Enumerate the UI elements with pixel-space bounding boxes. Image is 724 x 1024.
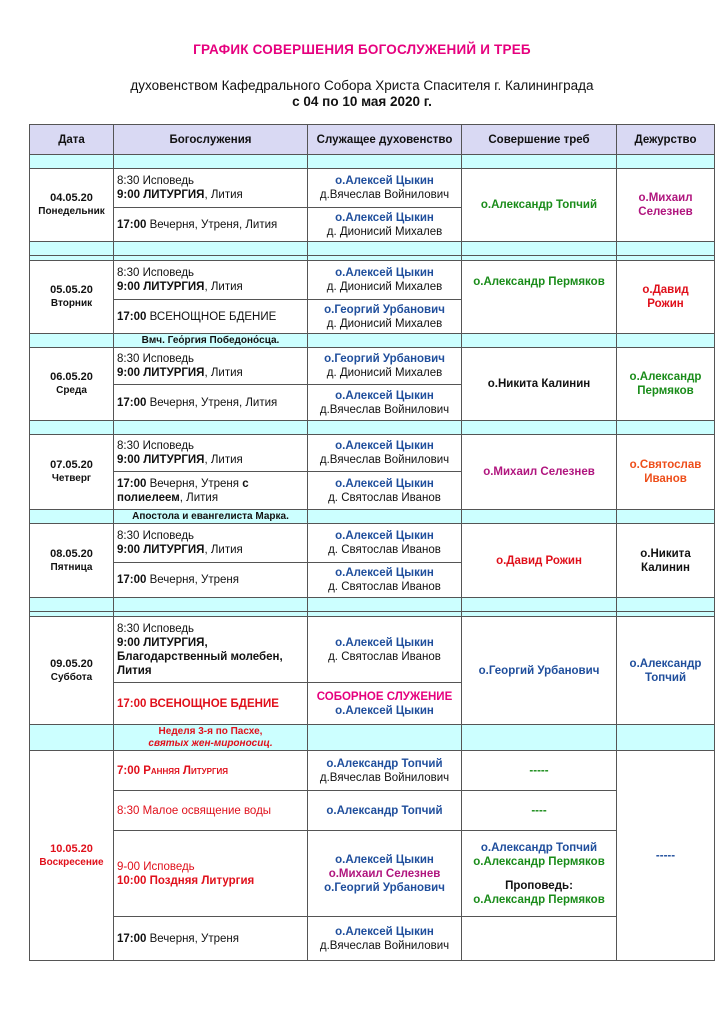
service-morning bbox=[114, 261, 308, 300]
page-title: ГРАФИК СОВЕРШЕНИЯ БОГОСЛУЖЕНИЙ И ТРЕБ bbox=[193, 42, 531, 57]
treby-cell: о.Александр Пермяков bbox=[462, 261, 617, 334]
clergy-evening bbox=[308, 472, 462, 510]
deacon-name: д.Вячеслав Войнилович bbox=[319, 454, 450, 466]
treby-cell bbox=[462, 831, 617, 917]
service-morning bbox=[114, 617, 308, 683]
day-date-cell bbox=[30, 524, 114, 598]
service-evening: 17:00 Вечерня, Утреня, Лития bbox=[114, 385, 308, 421]
schedule-table bbox=[29, 124, 715, 961]
priest-name: о.Алексей Цыкин bbox=[335, 636, 434, 649]
priest-name: о.Михаил Селезнев bbox=[328, 867, 441, 880]
sunday-note bbox=[114, 725, 308, 751]
treby-cell: о.Александр Топчий bbox=[462, 169, 617, 242]
deacon-name: д. Святослав Иванов bbox=[328, 491, 441, 504]
deacon-name: д. Святослав Иванов bbox=[328, 544, 441, 556]
priest-name: о.Алексей Цыкин bbox=[335, 440, 434, 452]
day-row bbox=[30, 791, 715, 831]
duty-cell: ----- bbox=[617, 751, 715, 961]
service-early: 7:00 Ранняя Литургия bbox=[114, 751, 308, 791]
sermon-label: Проповедь: bbox=[505, 879, 573, 892]
service-line: 9:00 ЛИТУРГИЯ, Лития bbox=[117, 544, 243, 556]
deacon-name: д.Вячеслав Войнилович bbox=[319, 939, 450, 952]
treby-cell: ----- bbox=[462, 751, 617, 791]
day-date-cell bbox=[30, 261, 114, 334]
day-date: 09.05.20 bbox=[50, 657, 93, 670]
band-row bbox=[30, 155, 715, 169]
priest-name: о.Алексей Цыкин bbox=[335, 530, 434, 542]
service-line: 10:00 Поздняя Литургия bbox=[117, 874, 255, 887]
priest-name: о.Алексей Цыкин bbox=[335, 704, 434, 717]
clergy-early bbox=[308, 751, 462, 791]
clergy-evening bbox=[308, 208, 462, 242]
service-line: 9:00 ЛИТУРГИЯ, Лития bbox=[117, 281, 243, 293]
service-line: 9:00 ЛИТУРГИЯ, Лития bbox=[117, 189, 243, 201]
deacon-name: д.Вячеслав Войнилович bbox=[319, 189, 450, 201]
day-row bbox=[30, 261, 715, 300]
day-date: 10.05.20 bbox=[50, 842, 93, 855]
day-date: 04.05.20 bbox=[50, 192, 93, 204]
service-line: 9:00 ЛИТУРГИЯ, Лития bbox=[117, 367, 243, 379]
service-line: 9:00 ЛИТУРГИЯ, Лития bbox=[117, 454, 243, 466]
day-row bbox=[30, 348, 715, 385]
deacon-name: д. Дионисий Михалев bbox=[326, 317, 443, 330]
day-of-week: Понедельник bbox=[38, 206, 105, 217]
day-row bbox=[30, 435, 715, 472]
duty-cell: о.Никита Калинин bbox=[617, 524, 715, 598]
service-evening: 17:00 ВСЕНОЩНОЕ БДЕНИЕ bbox=[114, 300, 308, 334]
service-line: 8:30 Исповедь bbox=[117, 353, 195, 365]
band-row bbox=[30, 334, 715, 348]
treby-name: о.Александр Топчий bbox=[480, 841, 598, 854]
priest-name: о.Алексей Цыкин bbox=[335, 925, 434, 938]
day-date-cell bbox=[30, 169, 114, 242]
service-line: 8:30 Исповедь bbox=[117, 440, 195, 452]
priest-name: о.Алексей Цыкин bbox=[335, 567, 434, 579]
duty-cell: о.Александр Пермяков bbox=[617, 348, 715, 421]
priest-name: о.Георгий Урбанович bbox=[324, 353, 445, 365]
clergy-water-blessing bbox=[308, 791, 462, 831]
col-header-treby: Совершение треб bbox=[462, 125, 617, 155]
deacon-name: д. Святослав Иванов bbox=[328, 650, 441, 663]
treby-cell: о.Давид Рожин bbox=[462, 524, 617, 598]
day-of-week: Пятница bbox=[50, 561, 93, 573]
day-row bbox=[30, 169, 715, 208]
service-evening: 17:00 Вечерня, Утреня bbox=[114, 563, 308, 598]
priest-name: о.Александр Топчий bbox=[326, 804, 443, 817]
day-of-week: Суббота bbox=[50, 671, 93, 683]
band-row bbox=[30, 421, 715, 435]
day-row bbox=[30, 751, 715, 791]
sunday-note-line: Неделя 3-я по Пасхе, bbox=[158, 725, 263, 737]
clergy-evening bbox=[308, 563, 462, 598]
band-row bbox=[30, 725, 715, 751]
duty-cell: о.Михаил Селезнев bbox=[617, 169, 715, 242]
day-row bbox=[30, 617, 715, 683]
service-line: 8:30 Исповедь bbox=[117, 622, 195, 635]
service-morning bbox=[114, 435, 308, 472]
service-line: Благодарственный молебен, bbox=[117, 650, 283, 663]
day-of-week: Четверг bbox=[51, 473, 92, 484]
priest-name: о.Алексей Цыкин bbox=[335, 477, 434, 490]
priest-name: о.Алексей Цыкин bbox=[335, 389, 434, 402]
sermon-name: о.Александр Пермяков bbox=[473, 893, 605, 906]
clergy-morning bbox=[308, 435, 462, 472]
col-header-clergy: Служащее духовенство bbox=[308, 125, 462, 155]
clergy-morning bbox=[308, 617, 462, 683]
service-evening: 17:00 Вечерня, Утреня bbox=[114, 917, 308, 961]
day-date: 06.05.20 bbox=[50, 371, 93, 383]
deacon-name: д. Дионисий Михалев bbox=[326, 225, 443, 238]
priest-name: о.Георгий Урбанович bbox=[324, 303, 445, 316]
clergy-morning bbox=[308, 348, 462, 385]
day-date-cell bbox=[30, 348, 114, 421]
service-morning bbox=[114, 169, 308, 208]
service-line: 9:00 ЛИТУРГИЯ, bbox=[117, 636, 208, 649]
priest-name: о.Алексей Цыкин bbox=[335, 211, 434, 224]
service-line: Лития bbox=[117, 664, 152, 677]
day-date-cell bbox=[30, 435, 114, 510]
header-row bbox=[30, 125, 715, 155]
col-header-duty: Дежурство bbox=[617, 125, 715, 155]
feast-note: Апостола и евангелиста Марка. bbox=[114, 510, 308, 524]
service-water-blessing: 8:30 Малое освящение воды bbox=[114, 791, 308, 831]
clergy-evening bbox=[308, 917, 462, 961]
feast-note: Вмч. Гео́ргия Победоно́сца. bbox=[114, 334, 308, 348]
clergy-evening bbox=[308, 683, 462, 725]
service-line: 9-00 Исповедь bbox=[117, 860, 195, 873]
treby-cell: ---- bbox=[462, 791, 617, 831]
clergy-evening bbox=[308, 300, 462, 334]
service-line: 8:30 Исповедь bbox=[117, 267, 195, 279]
service-line: 8:30 Исповедь bbox=[117, 175, 195, 187]
duty-cell: о.Святослав Иванов bbox=[617, 435, 715, 510]
day-date: 08.05.20 bbox=[50, 547, 93, 560]
deacon-name: д. Дионисий Михалев bbox=[326, 367, 443, 379]
deacon-name: д.Вячеслав Войнилович bbox=[319, 403, 450, 416]
day-date-cell bbox=[30, 751, 114, 961]
clergy-morning bbox=[308, 261, 462, 300]
service-evening: 17:00 ВСЕНОЩНОЕ БДЕНИЕ bbox=[114, 683, 308, 725]
col-header-services: Богослужения bbox=[114, 125, 308, 155]
clergy-morning bbox=[308, 524, 462, 563]
priest-name: о.Алексей Цыкин bbox=[335, 175, 434, 187]
clergy-evening bbox=[308, 385, 462, 421]
day-date-cell bbox=[30, 617, 114, 725]
col-header-date: Дата bbox=[30, 125, 114, 155]
deacon-name: д.Вячеслав Войнилович bbox=[319, 771, 450, 784]
service-evening: 17:00 Вечерня, Утреня с полиелеем, Лития bbox=[114, 472, 308, 510]
day-date: 05.05.20 bbox=[50, 284, 93, 296]
day-of-week: Среда bbox=[56, 385, 87, 396]
priest-name: о.Георгий Урбанович bbox=[324, 881, 445, 894]
service-morning bbox=[114, 348, 308, 385]
service-line: 8:30 Исповедь bbox=[117, 530, 195, 542]
priest-name: о.Алексей Цыкин bbox=[335, 853, 434, 866]
priest-name: о.Алексей Цыкин bbox=[335, 267, 434, 279]
day-row bbox=[30, 524, 715, 563]
clergy-late bbox=[308, 831, 462, 917]
treby-cell: о.Михаил Селезнев bbox=[462, 435, 617, 510]
day-row bbox=[30, 917, 715, 961]
priest-name: о.Александр Топчий bbox=[326, 757, 443, 770]
treby-cell: о.Никита Калинин bbox=[462, 348, 617, 421]
service-evening: 17:00 Вечерня, Утреня, Лития bbox=[114, 208, 308, 242]
sunday-note-line: святых жен-мироносиц. bbox=[148, 737, 273, 749]
day-of-week: Воскресение bbox=[39, 856, 104, 868]
band-row bbox=[30, 598, 715, 612]
treby-name: о.Александр Пермяков bbox=[473, 855, 605, 868]
deacon-name: д. Святослав Иванов bbox=[328, 581, 441, 593]
page-subtitle: духовенством Кафедрального Собора Христа Спасителя г. Калининграда bbox=[130, 78, 594, 93]
service-morning bbox=[114, 524, 308, 563]
day-date: 07.05.20 bbox=[50, 459, 93, 471]
treby-cell-empty bbox=[462, 917, 617, 961]
day-row bbox=[30, 831, 715, 917]
deacon-name: д. Дионисий Михалев bbox=[326, 281, 443, 293]
day-of-week: Вторник bbox=[50, 298, 93, 309]
joint-service: СОБОРНОЕ СЛУЖЕНИЕ bbox=[316, 690, 453, 703]
date-range: с 04 по 10 мая 2020 г. bbox=[292, 94, 432, 109]
treby-cell: о.Георгий Урбанович bbox=[462, 617, 617, 725]
duty-cell: о.Александр Топчий bbox=[617, 617, 715, 725]
clergy-morning bbox=[308, 169, 462, 208]
band-row bbox=[30, 242, 715, 256]
duty-cell: о.Давид Рожин bbox=[617, 261, 715, 334]
service-late bbox=[114, 831, 308, 917]
band-row bbox=[30, 510, 715, 524]
